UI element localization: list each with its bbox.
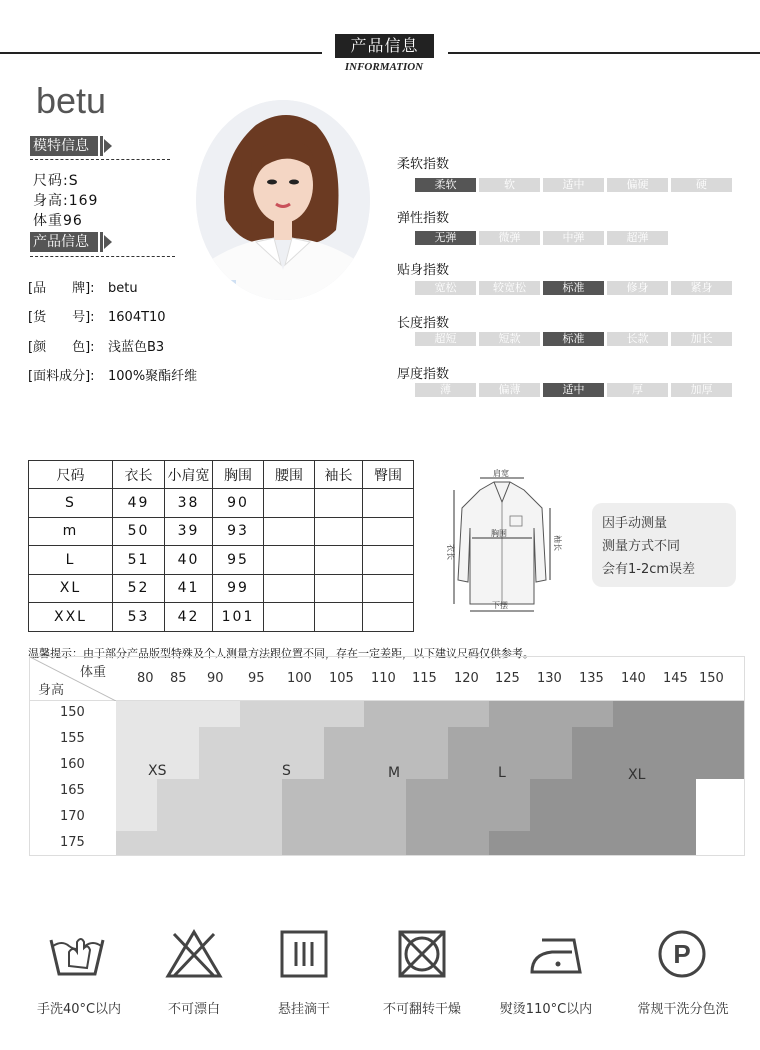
size-table xyxy=(28,460,414,632)
index-cell: 适中 xyxy=(543,178,604,192)
svg-text:P: P xyxy=(673,939,691,969)
table-cell xyxy=(264,603,315,632)
table-cell xyxy=(315,517,363,546)
table-header-cell: 腰围 xyxy=(264,461,315,489)
table-header-row xyxy=(29,461,414,489)
table-cell xyxy=(315,603,363,632)
table-cell: 90 xyxy=(213,489,264,518)
table-cell xyxy=(264,574,315,603)
size-zone-s xyxy=(157,805,282,832)
table-header-cell: 胸围 xyxy=(213,461,264,489)
index-bar xyxy=(415,383,732,397)
table-cell: 50 xyxy=(113,517,165,546)
index-bar xyxy=(415,281,732,295)
weight-tick: 150 xyxy=(699,671,724,686)
table-cell: 42 xyxy=(165,603,213,632)
weight-tick: 100 xyxy=(287,671,312,686)
height-tick: 160 xyxy=(60,757,85,772)
index-bar xyxy=(415,231,668,245)
size-zone-label: M xyxy=(388,765,401,781)
divider xyxy=(30,159,170,160)
label-hem: 下摆 xyxy=(492,601,508,610)
brand-logo: betu xyxy=(36,80,107,121)
size-zone-s xyxy=(157,779,282,806)
index-cell-active: 无弹 xyxy=(415,231,476,245)
weight-tick: 110 xyxy=(371,671,396,686)
index-cell: 较宽松 xyxy=(479,281,540,295)
weight-tick: 135 xyxy=(579,671,604,686)
note-line: 因手动测量 xyxy=(602,516,668,531)
index-cell: 微弹 xyxy=(479,231,540,245)
index-cell-active: 标准 xyxy=(543,281,604,295)
dry-clean-icon xyxy=(652,928,712,980)
table-cell: 93 xyxy=(213,517,264,546)
note-line: 会有1-2cm误差 xyxy=(602,562,696,577)
height-axis-label: 身高 xyxy=(38,683,65,698)
care-label: 常规干洗分色洗 xyxy=(637,1002,729,1017)
weight-tick: 90 xyxy=(207,671,224,686)
table-row xyxy=(29,574,414,603)
weight-tick: 95 xyxy=(248,671,265,686)
table-cell xyxy=(264,517,315,546)
size-recommendation-chart xyxy=(29,656,745,856)
table-header-cell: 尺码 xyxy=(29,461,113,489)
model-height: 身高:169 xyxy=(33,193,99,209)
index-cell: 加厚 xyxy=(671,383,732,397)
table-cell: 39 xyxy=(165,517,213,546)
table-cell: m xyxy=(29,517,113,546)
index-cell-active: 标准 xyxy=(543,332,604,346)
index-cell: 超弹 xyxy=(607,231,668,245)
weight-tick: 125 xyxy=(495,671,520,686)
header-line-right xyxy=(448,52,760,54)
size-zone-s xyxy=(199,727,324,754)
empty-zone xyxy=(696,779,744,855)
index-cell: 中弹 xyxy=(543,231,604,245)
tag-arrow-icon xyxy=(100,136,112,156)
height-tick: 150 xyxy=(60,705,85,720)
index-bar xyxy=(415,332,732,346)
care-label: 不可漂白 xyxy=(167,1002,220,1017)
index-cell: 修身 xyxy=(607,281,668,295)
table-cell: L xyxy=(29,546,113,575)
weight-tick: 115 xyxy=(412,671,437,686)
size-zone-label: XL xyxy=(628,767,646,783)
size-zone-l xyxy=(406,779,530,806)
size-zone-label: L xyxy=(498,765,506,781)
table-cell xyxy=(363,489,414,518)
table-cell xyxy=(264,489,315,518)
table-header-cell: 袖长 xyxy=(315,461,363,489)
index-bar xyxy=(415,178,732,192)
hand-wash-icon xyxy=(47,928,107,980)
table-cell: 38 xyxy=(165,489,213,518)
index-cell: 偏硬 xyxy=(607,178,668,192)
measurement-note xyxy=(592,503,736,587)
care-label: 悬挂滴干 xyxy=(277,1002,330,1017)
table-cell: 49 xyxy=(113,489,165,518)
table-cell xyxy=(264,546,315,575)
index-cell-active: 柔软 xyxy=(415,178,476,192)
height-tick: 175 xyxy=(60,835,85,850)
size-zone-s xyxy=(240,701,364,728)
index-cell: 短款 xyxy=(479,332,540,346)
model-size: 尺码:S xyxy=(33,173,79,189)
weight-tick: 145 xyxy=(663,671,688,686)
table-header-cell: 小肩宽 xyxy=(165,461,213,489)
table-cell xyxy=(363,574,414,603)
table-header-cell: 衣长 xyxy=(113,461,165,489)
index-cell: 紧身 xyxy=(671,281,732,295)
size-zone-m xyxy=(282,831,406,855)
no-tumble-dry-icon xyxy=(392,928,452,980)
index-title: 柔软指数 xyxy=(397,157,450,172)
table-cell: 52 xyxy=(113,574,165,603)
index-title: 贴身指数 xyxy=(397,263,450,278)
size-zone-label: XS xyxy=(148,763,167,779)
note-line: 测量方式不同 xyxy=(602,539,681,554)
iron-icon xyxy=(528,928,588,980)
size-zone-m xyxy=(364,701,489,728)
size-zone-xs xyxy=(116,727,199,754)
size-zone-l xyxy=(448,753,572,780)
table-row xyxy=(29,603,414,632)
label-shoulder: 肩宽 xyxy=(493,469,509,478)
section-title: 产品信息 xyxy=(335,34,434,58)
size-zone-m xyxy=(324,753,448,780)
product-info-tag: 产品信息 xyxy=(30,232,98,252)
table-cell xyxy=(363,546,414,575)
table-cell xyxy=(315,489,363,518)
size-zone-xs xyxy=(116,805,157,832)
index-cell: 偏薄 xyxy=(479,383,540,397)
size-tip: 温馨提示：由于部分产品版型特殊及个人测量方法跟位置不同，存在一定差距，以下建议尺码仅供参考。 xyxy=(28,647,534,660)
size-zone-l xyxy=(406,831,489,855)
index-cell-active: 适中 xyxy=(543,383,604,397)
care-label: 手洗40°C以内 xyxy=(36,1002,122,1017)
chart-header xyxy=(30,657,744,701)
size-zone-l xyxy=(448,727,572,754)
table-cell: 53 xyxy=(113,603,165,632)
weight-tick: 130 xyxy=(537,671,562,686)
size-zone-l xyxy=(406,805,530,832)
label-length: 衣长 xyxy=(446,544,455,560)
size-zone-l xyxy=(489,701,613,728)
index-cell: 软 xyxy=(479,178,540,192)
table-cell: 41 xyxy=(165,574,213,603)
index-cell: 长款 xyxy=(607,332,668,346)
model-info-tag: 模特信息 xyxy=(30,136,98,156)
model-portrait xyxy=(196,100,370,300)
product-row-fabric: [面料成分]: 100%聚酯纤维 xyxy=(28,369,198,384)
size-zone-label: S xyxy=(282,763,291,779)
size-zone-xs xyxy=(116,779,157,806)
index-cell: 厚 xyxy=(607,383,668,397)
care-label: 熨烫110°C以内 xyxy=(499,1002,593,1017)
table-row xyxy=(29,517,414,546)
size-zone-m xyxy=(282,779,406,806)
table-row xyxy=(29,546,414,575)
weight-tick: 85 xyxy=(170,671,187,686)
weight-tick: 105 xyxy=(329,671,354,686)
section-subtitle: INFORMATION xyxy=(344,61,424,73)
height-tick: 165 xyxy=(60,783,85,798)
table-cell: 99 xyxy=(213,574,264,603)
shirt-measurement-diagram xyxy=(442,468,562,618)
product-row-color: [颜 色]: 浅蓝色B3 xyxy=(28,340,165,355)
weight-tick: 80 xyxy=(137,671,154,686)
table-cell: 51 xyxy=(113,546,165,575)
table-cell: XL xyxy=(29,574,113,603)
table-cell: S xyxy=(29,489,113,518)
size-zone-xl xyxy=(572,753,744,780)
table-cell: XXL xyxy=(29,603,113,632)
product-row-sku: [货 号]: 1604T10 xyxy=(28,310,166,325)
care-label: 不可翻转干燥 xyxy=(382,1002,461,1017)
weight-tick: 120 xyxy=(454,671,479,686)
size-zone-xl xyxy=(572,727,744,754)
label-sleeve: 袖长 xyxy=(553,535,562,551)
table-cell xyxy=(363,517,414,546)
table-row xyxy=(29,489,414,518)
divider xyxy=(30,256,175,257)
index-cell: 加长 xyxy=(671,332,732,346)
index-cell: 薄 xyxy=(415,383,476,397)
table-cell: 40 xyxy=(165,546,213,575)
model-weight: 体重96 xyxy=(33,213,83,229)
size-zone-s xyxy=(199,753,324,780)
table-cell xyxy=(363,603,414,632)
index-title: 弹性指数 xyxy=(397,211,450,226)
header-line-left xyxy=(0,52,322,54)
index-cell: 超短 xyxy=(415,332,476,346)
height-tick: 170 xyxy=(60,809,85,824)
label-chest: 胸围 xyxy=(491,529,507,538)
index-cell: 硬 xyxy=(671,178,732,192)
weight-tick: 140 xyxy=(621,671,646,686)
size-zone-xl xyxy=(613,701,744,728)
weight-axis-label: 体重 xyxy=(80,665,107,680)
table-header-cell: 臀围 xyxy=(363,461,414,489)
size-zone-m xyxy=(324,727,448,754)
drip-dry-icon xyxy=(274,928,334,980)
tag-arrow-icon xyxy=(100,232,112,252)
product-row-brand: [品 牌]: betu xyxy=(28,281,138,296)
size-zone-m xyxy=(282,805,406,832)
table-cell: 95 xyxy=(213,546,264,575)
index-cell: 宽松 xyxy=(415,281,476,295)
height-tick: 155 xyxy=(60,731,85,746)
size-zone-s xyxy=(116,831,282,855)
no-bleach-icon xyxy=(164,928,224,980)
table-cell xyxy=(315,546,363,575)
index-title: 厚度指数 xyxy=(397,367,450,382)
table-cell: 101 xyxy=(213,603,264,632)
size-zone-xs xyxy=(116,701,240,728)
table-cell xyxy=(315,574,363,603)
index-title: 长度指数 xyxy=(397,316,450,331)
